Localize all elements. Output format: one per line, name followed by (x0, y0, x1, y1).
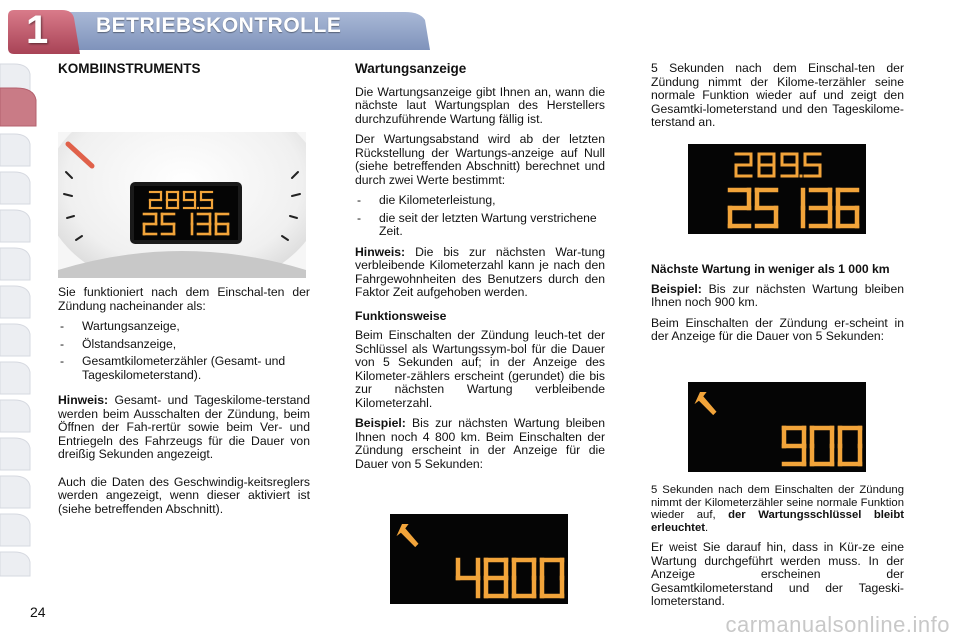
header-bar (0, 0, 960, 58)
list-item: - Gesamtkilometerzähler (Gesamt- und Tageskilometerstand). (58, 355, 310, 382)
chapter-tab-13[interactable] (0, 552, 30, 576)
intro-text: Sie funktioniert nach dem Einschal-ten der Zündung nacheinander als: (58, 285, 310, 313)
cluster-lcd (134, 186, 238, 240)
column-right-body (651, 263, 904, 351)
paragraph: Der Wartungsabstand wird ab der letzten Rückstellung der Wartungs-anzeige auf Null (siehe betreffenden Abschnitt) berechnet und durch zwei Werte bestimmt: (355, 132, 605, 187)
chapter-tab-10[interactable] (0, 438, 30, 470)
chapter-tab-4[interactable] (0, 210, 30, 242)
example-paragraph (651, 283, 904, 310)
list-item: - Ölstandsanzeige, (58, 338, 310, 352)
lcd-decimal-point (197, 207, 199, 209)
column-middle (355, 62, 605, 478)
lcd-decimal-point (800, 175, 803, 178)
criteria-list (355, 194, 605, 239)
paragraph: Er weist Sie darauf hin, dass in Kür-ze eine Wartung durchgeführt werden muss. In der Anzeige erscheinen der Gesamtkilometerstand und der Tageski-lometerstand. (651, 540, 904, 608)
example-text: Bis zur nächsten Wartung bleiben Ihnen noch 4 800 km. Beim Einschalten der Zündung erscheint in der Anzeige für die Dauer von 5 Sekunden: (355, 416, 605, 471)
chapter-tab-7[interactable] (0, 324, 30, 356)
chapter-tab-9[interactable] (0, 400, 30, 432)
column-left-body (58, 286, 310, 523)
example-label: Beispiel: (651, 281, 702, 296)
chapter-tab-6[interactable] (0, 286, 30, 318)
small-note (651, 484, 904, 534)
column-left (58, 62, 310, 82)
hint-paragraph (58, 394, 310, 462)
service-display-4800 (390, 514, 568, 604)
chapter-number: 1 (26, 8, 49, 52)
sub-heading-naechste-wartung: Nächste Wartung in weniger als 1 000 km (651, 262, 890, 276)
hint-label: Hinweis: (355, 244, 406, 259)
list-item: - die seit der letzten Wartung verstrichene Zeit. (355, 212, 605, 239)
watermark: carmanualsonline.info (725, 612, 950, 637)
list-item: - die Kilometerleistung, (355, 194, 605, 208)
function-list (58, 320, 310, 382)
chapter-tab-11[interactable] (0, 476, 30, 508)
page-number: 24 (30, 604, 46, 620)
sub-heading-funktionsweise: Funktionsweise (355, 308, 447, 323)
section-heading-kombiinstruments: KOMBIINSTRUMENTS (58, 61, 201, 76)
instrument-cluster-image (58, 132, 306, 278)
chapter-tab-5[interactable] (0, 248, 30, 280)
small-note-text: 5 Sekunden nach dem Einschalten der Zündung nimmt der Kilometerzähler seine normale Funktion wieder auf, (651, 484, 904, 521)
chapter-tab-8[interactable] (0, 362, 30, 394)
small-note-end: . (705, 521, 709, 534)
chapter-tab-active[interactable] (0, 88, 36, 126)
chapter-badge (4, 6, 78, 56)
speed-regulator-paragraph: Auch die Daten des Geschwindig-keitsreglers werden angezeigt, wenn dieser aktiviert ist (siehe betreffenden Abschnitt). (58, 474, 310, 516)
chapter-tab-3[interactable] (0, 172, 30, 204)
paragraph: Beim Einschalten der Zündung leuch-tet der Schlüssel als Wartungssym-bol für die Dauer von 5 Sekunden auf; in der Anzeige des Kilometer-zählers erscheint (gerundet) die bis zur nächsten Wartung verbleibende Kilometerzahl. (355, 328, 605, 410)
example-paragraph (355, 417, 605, 471)
page-title: BETRIEBSKONTROLLE (96, 14, 342, 37)
paragraph: Beim Einschalten der Zündung er-scheint in der Anzeige für die Dauer von 5 Sekunden: (651, 315, 904, 343)
chapter-tab-12[interactable] (0, 514, 30, 546)
example-label: Beispiel: (355, 416, 406, 430)
wrench-icon (695, 392, 717, 415)
odometer-display (688, 144, 866, 234)
wrench-icon (397, 524, 419, 547)
chapter-tab-2[interactable] (0, 134, 30, 166)
paragraph: Die Wartungsanzeige gibt Ihnen an, wann die nächste laut Wartungsplan des Herstellers durchzuführende Wartung fällig ist. (355, 84, 605, 126)
small-note-bold: der Wartungsschlüssel bleibt erleuchtet (651, 509, 904, 534)
service-display-900 (688, 382, 866, 472)
column-right-bottom (651, 484, 904, 616)
example-text: Bis zur nächsten Wartung bleiben Ihnen noch 900 km. (651, 281, 904, 309)
chapter-tabs (0, 60, 40, 580)
section-heading-wartungsanzeige: Wartungsanzeige (355, 61, 467, 76)
hint-paragraph (355, 246, 605, 300)
hint-text: Gesamt- und Tageskilome-terstand werden beim Ausschalten der Zündung, beim Öffnen der Fah-rertür sowie beim Ver- und Entriegeln des Fahrzeugs für die Dauer von dreißig Sekunden angezeigt. (58, 393, 310, 461)
hint-text: Die bis zur nächsten War-tung verbleibende Kilometerzahl kann je nach den Fahrgewohnheiten des Benutzers durch den Faktor Zeit aufgehoben werden. (355, 244, 605, 299)
hint-label: Hinweis: (58, 393, 109, 407)
column-right (651, 62, 904, 137)
list-item: - Wartungsanzeige, (58, 320, 310, 334)
paragraph: 5 Sekunden nach dem Einschal-ten der Zündung nimmt der Kilome-terzähler seine normale Funktion wieder auf und zeigt den Gesamtki-lometerstand und den Tageskilome-terstand an. (651, 61, 904, 129)
